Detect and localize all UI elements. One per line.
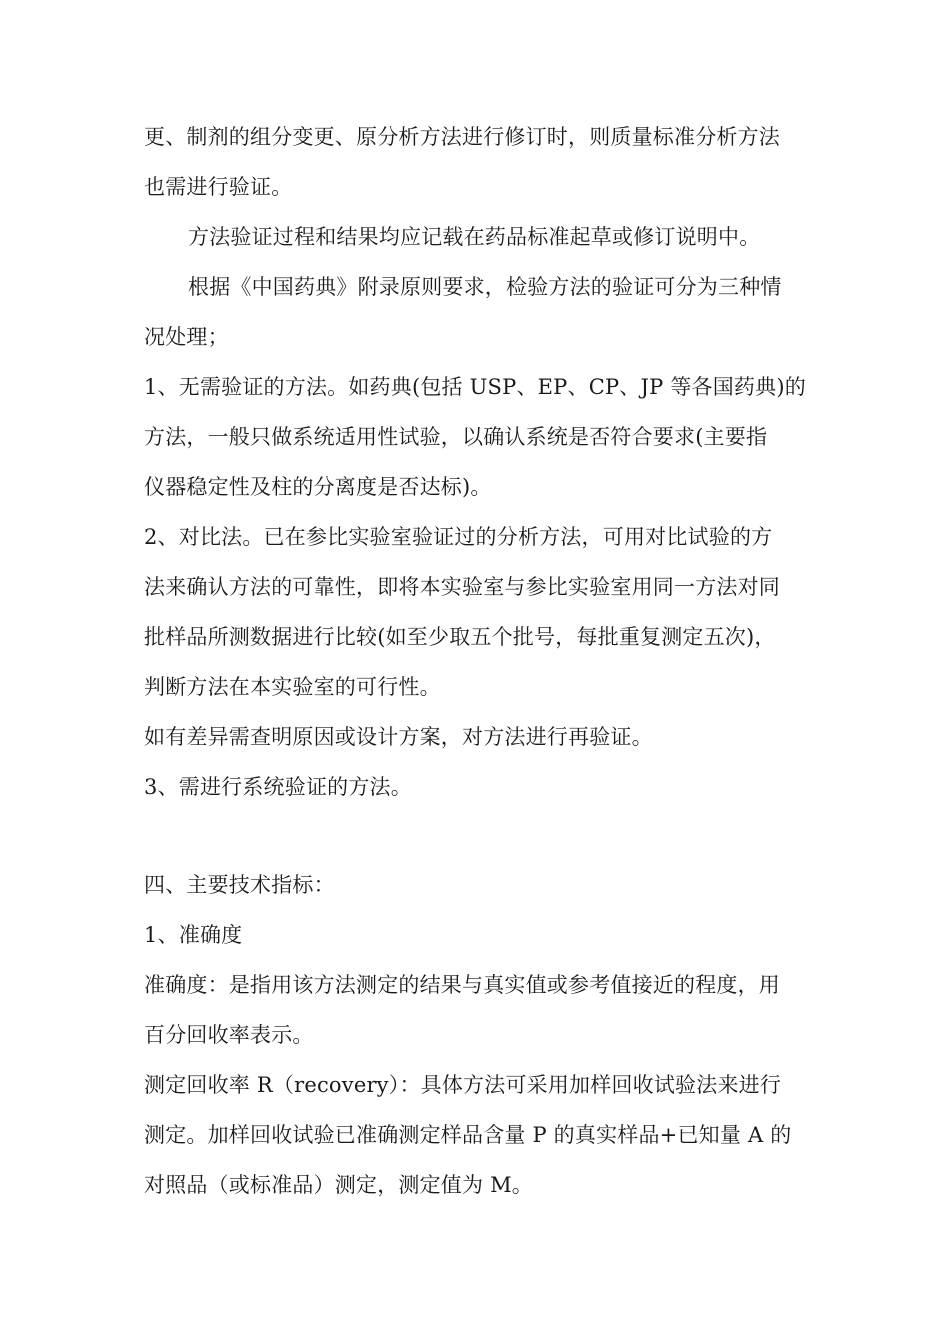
paragraph-line: 百分回收率表示。 [144, 1023, 314, 1047]
paragraph-line: 方法，一般只做系统适用性试验，以确认系统是否符合要求(主要指 [144, 425, 768, 449]
section-heading: 四、主要技术指标： [144, 873, 335, 897]
paragraph-line: 测定回收率 R（recovery）：具体方法可采用加样回收试验法来进行 [144, 1073, 782, 1097]
paragraph-line: 仪器稳定性及柱的分离度是否达标)。 [144, 475, 492, 499]
paragraph-line: 根据《中国药典》附录原则要求，检验方法的验证可分为三种情 [188, 275, 782, 299]
subsection-heading: 1、准确度 [144, 923, 243, 947]
paragraph-line: 判断方法在本实验室的可行性。 [144, 675, 441, 699]
paragraph-line: 方法验证过程和结果均应记载在药品标准起草或修订说明中。 [188, 225, 761, 249]
paragraph-line: 测定。加样回收试验已准确测定样品含量 P 的真实样品+已知量 A 的 [144, 1123, 792, 1147]
section-gap [144, 812, 816, 860]
document-page [144, 112, 816, 1210]
paragraph-line: 对照品（或标准品）测定，测定值为 M。 [144, 1173, 533, 1197]
paragraph-line: 准确度：是指用该方法测定的结果与真实值或参考值接近的程度，用 [144, 973, 780, 997]
paragraph-line: 如有差异需查明原因或设计方案，对方法进行再验证。 [144, 725, 653, 749]
paragraph-line: 更、制剂的组分变更、原分析方法进行修订时，则质量标准分析方法 [144, 125, 780, 149]
paragraph-line: 法来确认方法的可靠性，即将本实验室与参比实验室用同一方法对同 [144, 575, 780, 599]
paragraph-line: 况处理； [144, 325, 229, 349]
list-item-1: 1、无需验证的方法。如药典(包括 USP、EP、CP、JP 等各国药典)的 [144, 375, 806, 399]
list-item-2: 2、对比法。已在参比实验室验证过的分析方法，可用对比试验的方 [144, 525, 773, 549]
paragraph-line: 也需进行验证。 [144, 175, 293, 199]
paragraph-line: 批样品所测数据进行比较(如至少取五个批号，每批重复测定五次)， [144, 625, 776, 649]
list-item-3: 3、需进行系统验证的方法。 [144, 775, 412, 799]
